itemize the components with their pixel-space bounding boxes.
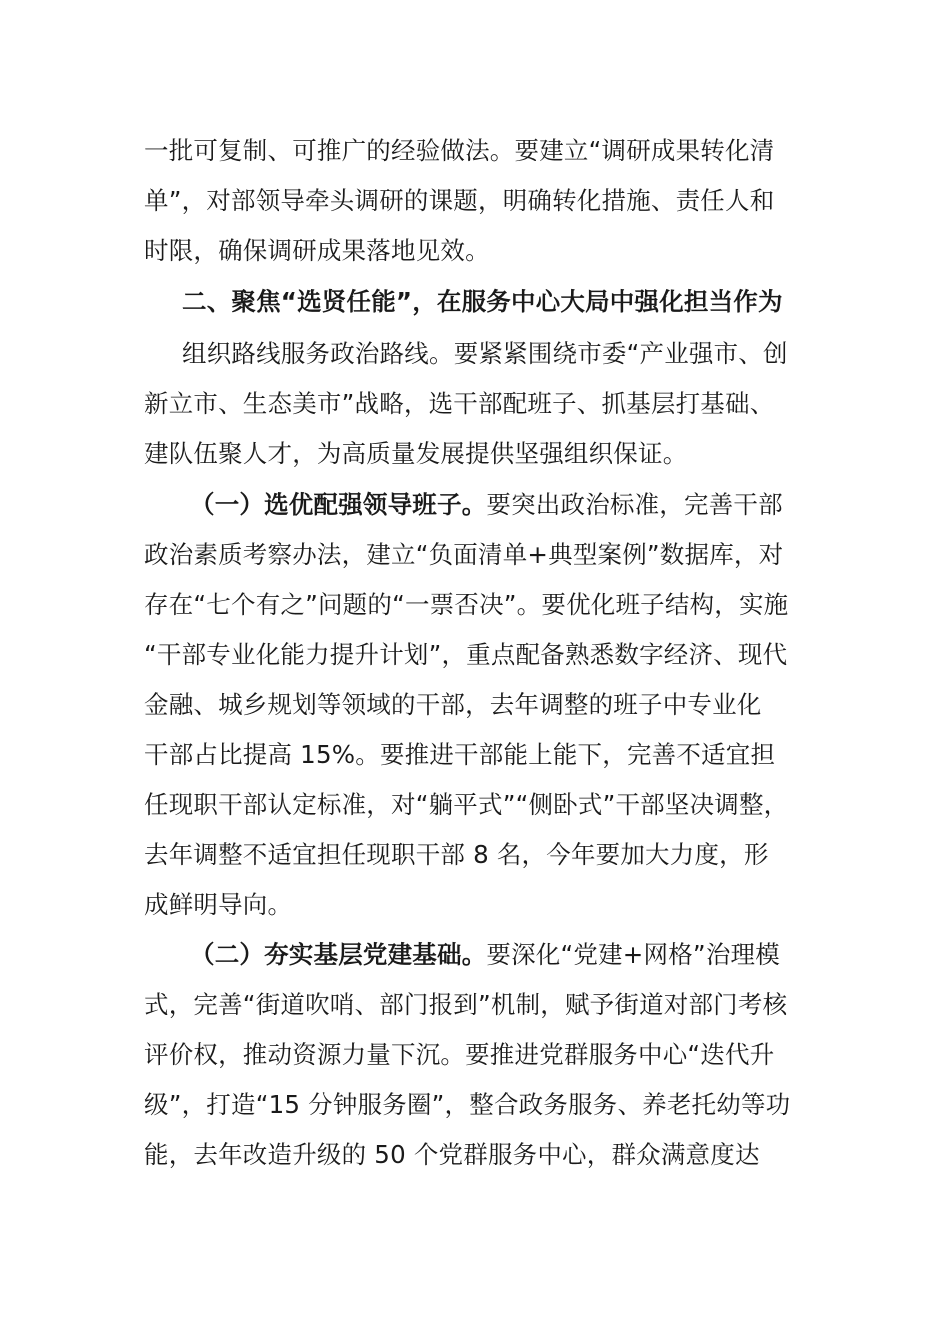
paragraph-line: 级”，打造“15 分钟服务圈”，整合政务服务、养老托幼等功	[144, 1090, 791, 1119]
paragraph-line: 组织路线服务政治路线。要紧紧围绕市委“产业强市、创	[182, 339, 788, 368]
paragraph-line: 干部占比提高 15%。要推进干部能上能下，完善不适宜担	[144, 740, 776, 769]
paragraph-line: 任现职干部认定标准，对“躺平式”“侧卧式”干部坚决调整，	[144, 790, 789, 819]
paragraph-line: 建队伍聚人才，为高质量发展提供坚强组织保证。	[144, 439, 688, 468]
subsection-title: （二）夯实基层党建基础。	[190, 940, 487, 969]
paragraph-line: 去年调整不适宜担任现职干部 8 名，今年要加大力度，形	[144, 840, 769, 869]
paragraph-line: 政治素质考察办法，建立“负面清单+典型案例”数据库，对	[144, 540, 784, 569]
subsection-first-line	[190, 930, 780, 980]
paragraph-line: 能，去年改造升级的 50 个党群服务中心，群众满意度达	[144, 1140, 760, 1169]
paragraph-line: 新立市、生态美市”战略，选干部配班子、抓基层打基础、	[144, 389, 775, 418]
paragraph-line: 一批可复制、可推广的经验做法。要建立“调研成果转化清	[144, 136, 775, 165]
subsection-first-line	[190, 480, 783, 530]
paragraph-line: 成鲜明导向。	[144, 890, 293, 919]
section-heading: 二、聚焦“选贤任能”，在服务中心大局中强化担当作为	[182, 287, 783, 316]
paragraph-line: 评价权，推动资源力量下沉。要推进党群服务中心“迭代升	[144, 1040, 775, 1069]
subsection-text: 要深化“党建+网格”治理模	[486, 940, 780, 969]
paragraph-line: 金融、城乡规划等领域的干部，去年调整的班子中专业化	[144, 690, 762, 719]
subsection-text: 要突出政治标准，完善干部	[486, 490, 783, 519]
paragraph-line: 时限，确保调研成果落地见效。	[144, 236, 490, 265]
paragraph-line: 单”，对部领导牵头调研的课题，明确转化措施、责任人和	[144, 186, 775, 215]
paragraph-line: “干部专业化能力提升计划”，重点配备熟悉数字经济、现代	[144, 640, 788, 669]
paragraph-line: 式，完善“街道吹哨、部门报到”机制，赋予街道对部门考核	[144, 990, 788, 1019]
subsection-title: （一）选优配强领导班子。	[190, 490, 487, 519]
paragraph-line: 存在“七个有之”问题的“一票否决”。要优化班子结构，实施	[144, 590, 789, 619]
